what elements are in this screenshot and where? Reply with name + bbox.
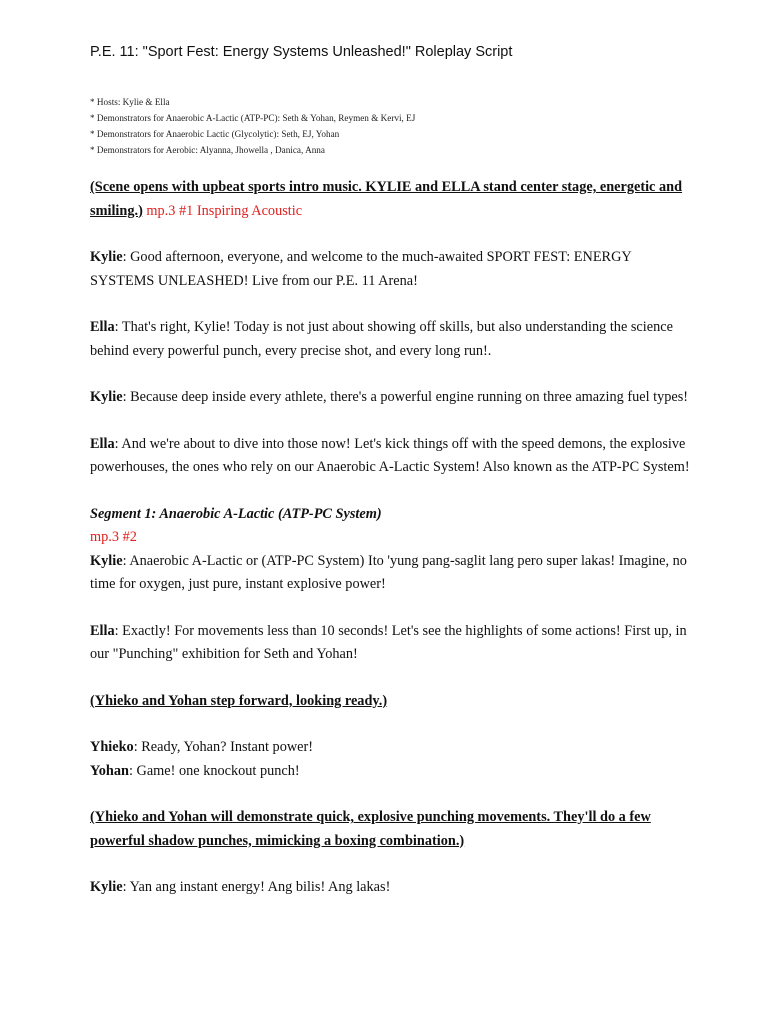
dialogue-line — [90, 316, 690, 363]
dialogue-line — [90, 736, 690, 760]
dialogue-line — [90, 760, 690, 784]
line-text: : Good afternoon, everyone, and welcome to the much-awaited SPORT FEST: ENERGY SYSTEMS UNLEASHED! Live from our P.E. 11 Arena! — [90, 249, 632, 289]
note-hosts: * Hosts: Kylie & Ella — [90, 97, 170, 107]
speaker-name: Kylie — [90, 879, 123, 895]
dialogue-line — [90, 620, 690, 667]
cast-notes — [90, 94, 415, 158]
segment-title: Segment 1: Anaerobic A-Lactic (ATP-PC System) — [90, 505, 382, 522]
speaker-name: Ella — [90, 319, 115, 335]
speaker-name: Yhieko — [90, 739, 134, 755]
dialogue-line — [90, 876, 690, 900]
speaker-name: Kylie — [90, 552, 123, 569]
note-alactic: * Demonstrators for Anaerobic A-Lactic (ATP-PC): Seth & Yohan, Reymen & Kervi, EJ — [90, 113, 416, 123]
speaker-name: Kylie — [90, 249, 123, 265]
stage-direction: (Yhieko and Yohan step forward, looking ready.) — [90, 692, 388, 709]
dialogue-line — [90, 433, 690, 480]
speaker-name: Ella — [90, 435, 115, 452]
stage-direction: (Scene opens with upbeat sports intro music. KYLIE and ELLA stand center stage, energetic and smiling.) — [90, 179, 683, 219]
dialogue-line — [90, 550, 690, 597]
note-aerobic: * Demonstrators for Aerobic: Alyanna, Jhowella , Danica, Anna — [90, 145, 325, 155]
line-text: : That's right, Kylie! Today is not just about showing off skills, but also understanding the science behind every powerful punch, every precise shot, and every long run!. — [90, 319, 673, 359]
line-text: : And we're about to dive into those now! Let's kick things off with the speed demons, the explosive powerhouses, the ones who rely on our Anaerobic A-Lactic System! Also known as the ATP-PC System! — [90, 435, 690, 475]
opening-paragraph — [90, 176, 690, 223]
note-lactic: * Demonstrators for Anaerobic Lactic (Glycolytic): Seth, EJ, Yohan — [90, 129, 340, 139]
music-cue: mp.3 #1 Inspiring Acoustic — [146, 202, 303, 219]
line-text: : Game! one knockout punch! — [128, 762, 300, 779]
document-title: P.E. 11: "Sport Fest: Energy Systems Unleashed!" Roleplay Script — [90, 44, 513, 60]
speaker-name: Yohan — [90, 762, 129, 779]
dialogue-line — [90, 386, 690, 410]
stage-direction: (Yhieko and Yohan will demonstrate quick, explosive punching movements. They'll do a few powerful shadow punches, mimicking a boxing combination.) — [90, 809, 651, 849]
line-text: : Because deep inside every athlete, there's a powerful engine running on three amazing fuel types! — [122, 389, 689, 405]
music-cue: mp.3 #2 — [90, 529, 137, 545]
speaker-name: Ella — [90, 622, 115, 639]
script-body — [90, 176, 690, 900]
line-text: : Ready, Yohan? Instant power! — [133, 739, 314, 755]
speaker-name: Kylie — [90, 389, 123, 405]
dialogue-line — [90, 246, 690, 293]
line-text: : Exactly! For movements less than 10 seconds! Let's see the highlights of some actions! First up, in our "Punching" exhibition for Seth and Yohan! — [90, 622, 687, 662]
line-text: : Anaerobic A-Lactic or (ATP-PC System) Ito 'yung pang-saglit lang pero super lakas! Imagine, no time for oxygen, just pure, instant explosive power! — [90, 552, 687, 592]
line-text: : Yan ang instant energy! Ang bilis! Ang lakas! — [122, 879, 391, 895]
